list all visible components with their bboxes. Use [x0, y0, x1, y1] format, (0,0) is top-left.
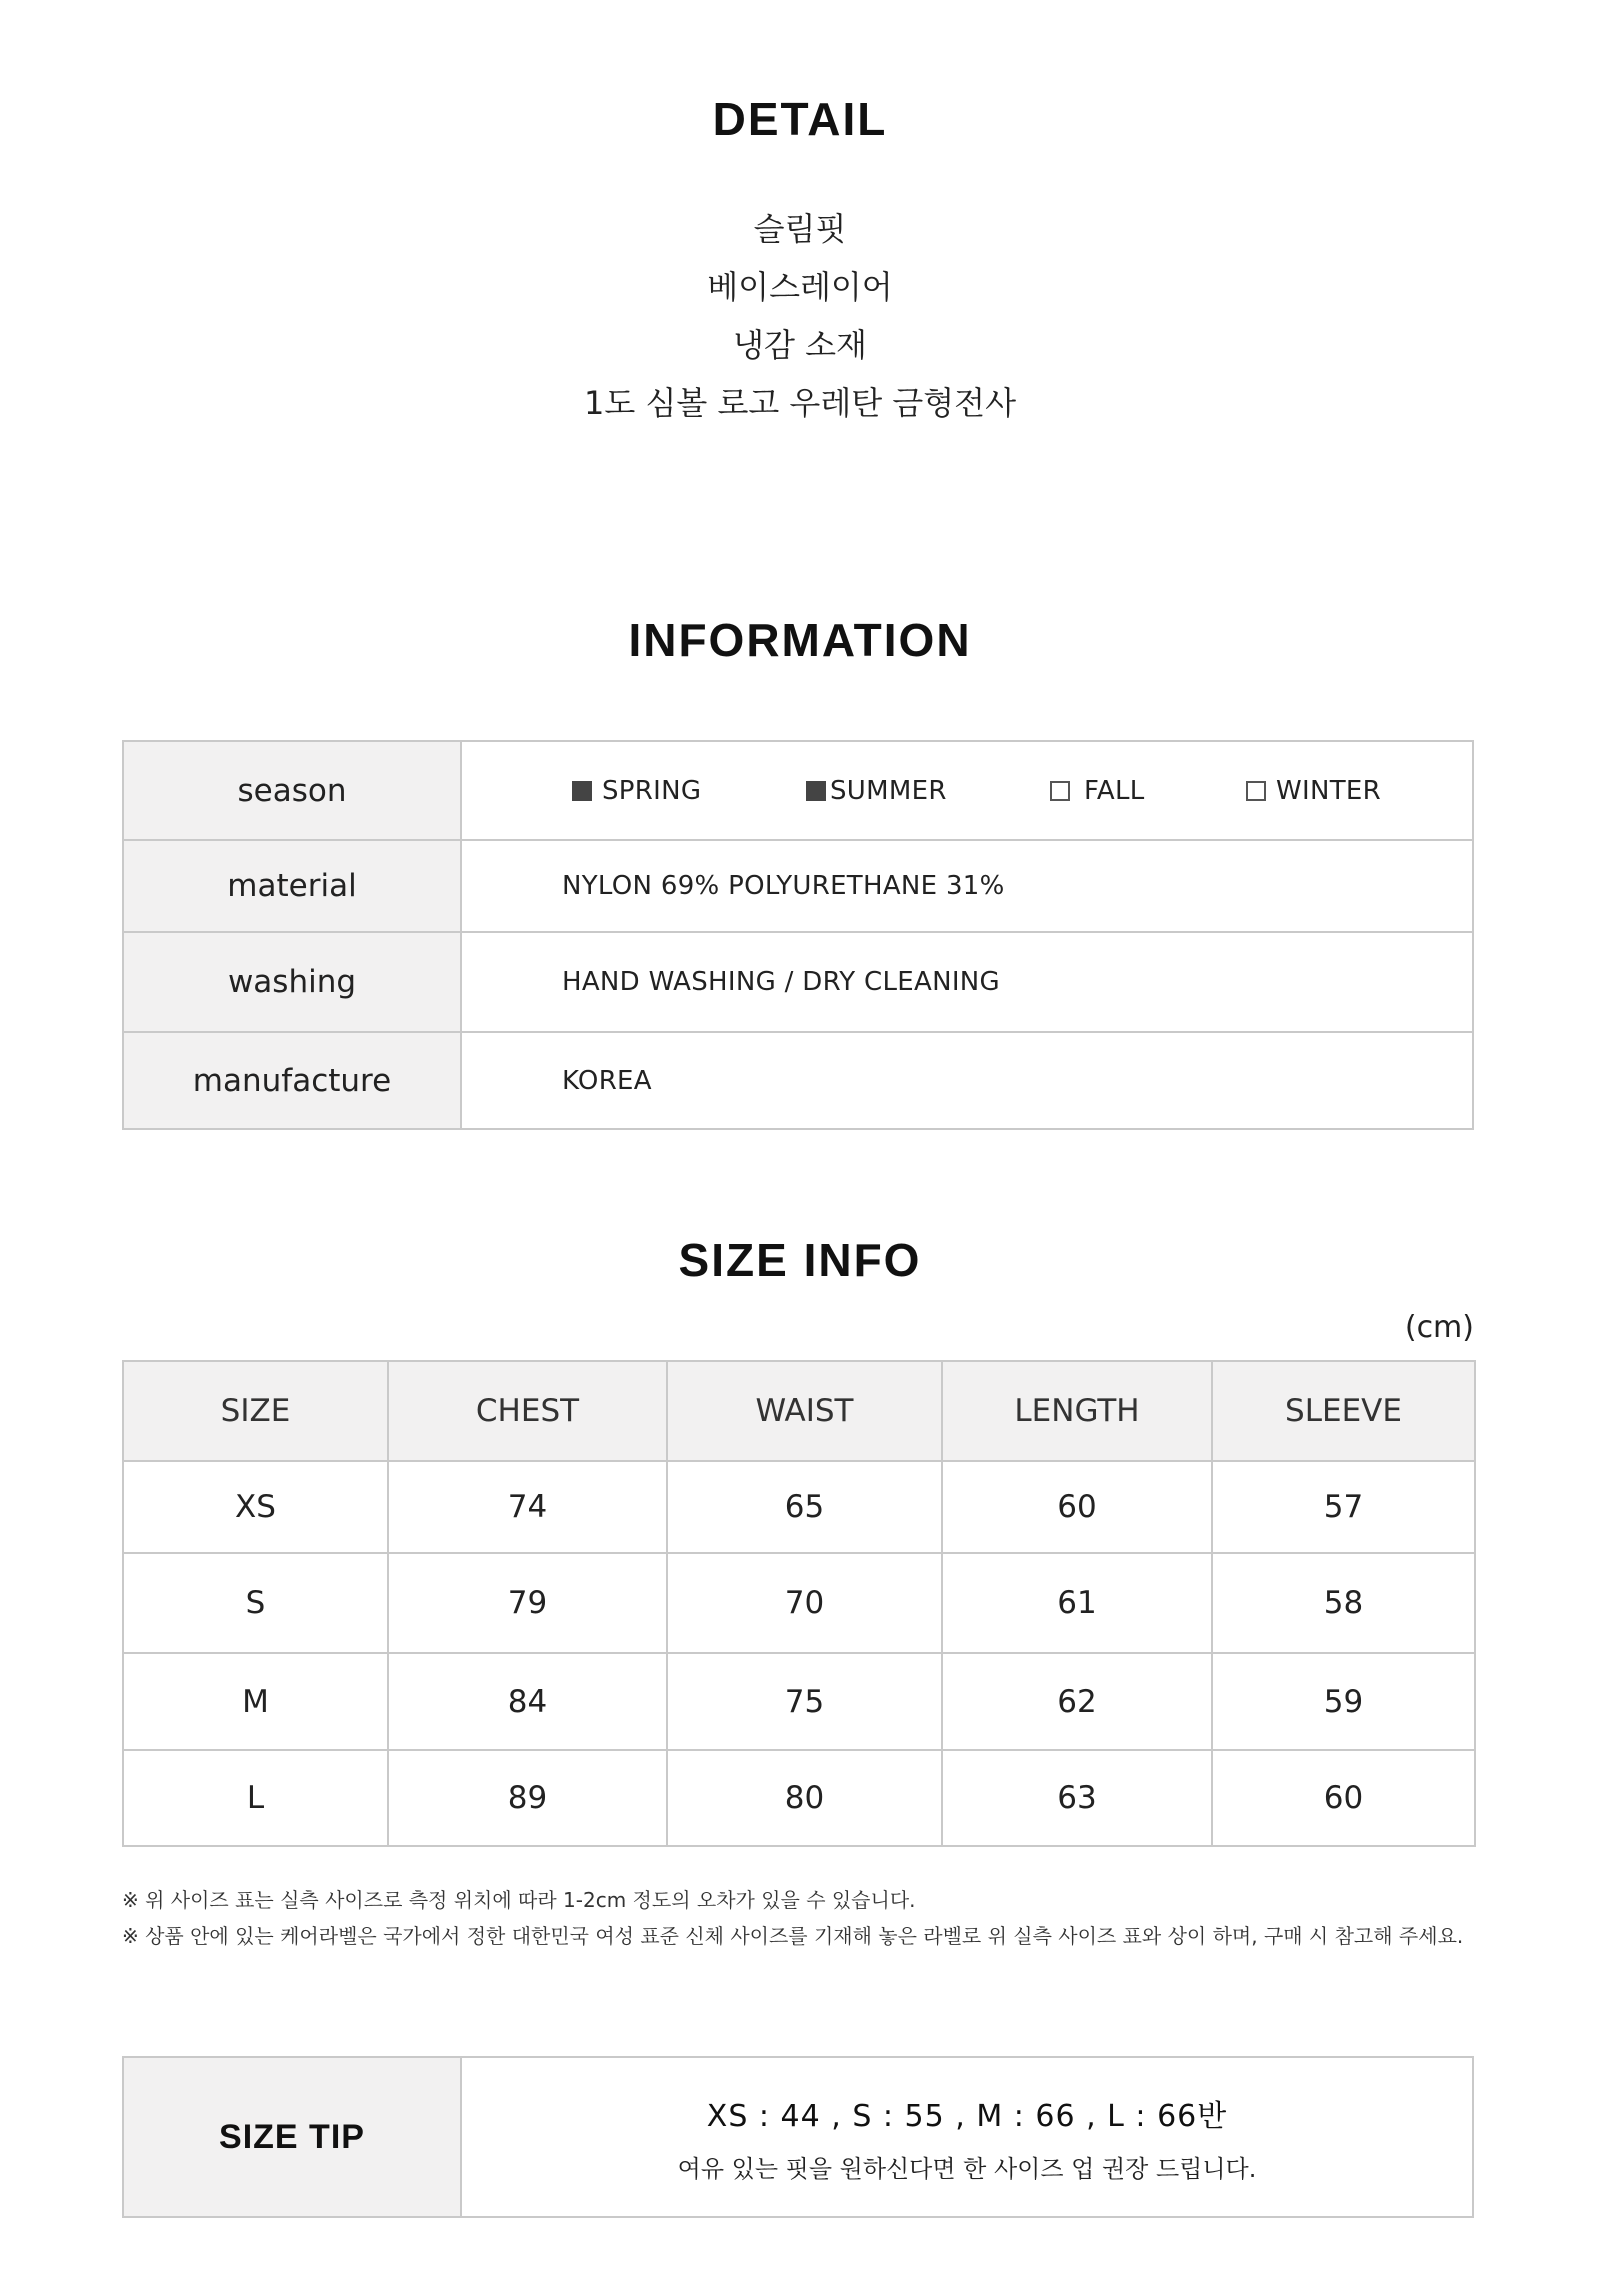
size-tip-content: [461, 2057, 1473, 2217]
info-row-washing: [123, 932, 1473, 1032]
size-header-row: [123, 1361, 1475, 1461]
waist-cell: 75: [667, 1653, 942, 1750]
season-option-spring: [572, 776, 806, 806]
size-header-cell: WAIST: [667, 1361, 942, 1461]
detail-line: 1도 심볼 로고 우레탄 금형전사: [584, 384, 1016, 422]
detail-title: DETAIL: [712, 93, 888, 145]
waist-cell: 80: [667, 1750, 942, 1846]
sleeve-cell: 57: [1212, 1461, 1475, 1553]
season-options: [461, 741, 1473, 840]
length-cell: 61: [942, 1553, 1212, 1653]
size-notes: [122, 1882, 1463, 1954]
size-cell: L: [123, 1750, 388, 1846]
info-row-season: [123, 741, 1473, 840]
season-option-fall: [1050, 776, 1246, 806]
size-note: ※ 상품 안에 있는 케어라벨은 국가에서 정한 대한민국 여성 표준 신체 사이즈를 기재해 놓은 라벨로 위 실측 사이즈 표와 상이 하며, 구매 시 참고해 주세요.: [122, 1924, 1464, 1948]
detail-line: 냉감 소재: [733, 326, 867, 364]
material-value: NYLON 69% POLYURETHANE 31%: [461, 840, 1473, 932]
checked-box-icon: [572, 781, 592, 801]
season-option-label: SPRING: [602, 775, 702, 806]
season-option-label: WINTER: [1276, 775, 1382, 806]
season-option-label: FALL: [1084, 775, 1145, 806]
table-row: [123, 1461, 1475, 1553]
chest-cell: 84: [388, 1653, 667, 1750]
size-header-cell: LENGTH: [942, 1361, 1212, 1461]
waist-cell: 65: [667, 1461, 942, 1553]
length-cell: 63: [942, 1750, 1212, 1846]
unchecked-box-icon: [1050, 781, 1070, 801]
detail-list: [0, 200, 1600, 432]
manufacture-value: KOREA: [461, 1032, 1473, 1129]
sleeve-cell: 59: [1212, 1653, 1475, 1750]
size-header-cell: CHEST: [388, 1361, 667, 1461]
season-option-label: SUMMER: [830, 775, 947, 806]
table-row: [123, 1653, 1475, 1750]
manufacture-label: manufacture: [123, 1032, 461, 1129]
size-note: ※ 위 사이즈 표는 실측 사이즈로 측정 위치에 따라 1-2cm 정도의 오차가 있을 수 있습니다.: [122, 1888, 916, 1912]
size-tip-advice: 여유 있는 핏을 원하신다면 한 사이즈 업 권장 드립니다.: [677, 2154, 1257, 2183]
table-row: [123, 1553, 1475, 1653]
size-header-cell: SLEEVE: [1212, 1361, 1475, 1461]
size-cell: S: [123, 1553, 388, 1653]
washing-label: washing: [123, 932, 461, 1032]
sleeve-cell: 60: [1212, 1750, 1475, 1846]
length-cell: 62: [942, 1653, 1212, 1750]
washing-value: HAND WASHING / DRY CLEANING: [461, 932, 1473, 1032]
size-info-title: SIZE INFO: [678, 1234, 922, 1286]
information-table: [122, 740, 1474, 1130]
chest-cell: 89: [388, 1750, 667, 1846]
size-cell: XS: [123, 1461, 388, 1553]
detail-line: 베이스레이어: [707, 268, 893, 306]
size-table: [122, 1360, 1476, 1847]
size-tip-mapping: XS : 44 , S : 55 , M : 66 , L : 66반: [706, 2098, 1228, 2134]
table-row: [123, 1750, 1475, 1846]
detail-line: 슬림핏: [753, 210, 847, 248]
info-row-material: [123, 840, 1473, 932]
information-title: INFORMATION: [628, 614, 972, 666]
unchecked-box-icon: [1246, 781, 1266, 801]
season-option-summer: [806, 776, 1050, 806]
unit-label: (cm): [1404, 1310, 1474, 1345]
season-option-winter: [1246, 776, 1381, 806]
size-tip-label: SIZE TIP: [123, 2057, 461, 2217]
length-cell: 60: [942, 1461, 1212, 1553]
size-tip-row: [123, 2057, 1473, 2217]
info-row-manufacture: [123, 1032, 1473, 1129]
checked-box-icon: [806, 781, 826, 801]
chest-cell: 74: [388, 1461, 667, 1553]
size-tip-table: [122, 2056, 1474, 2218]
waist-cell: 70: [667, 1553, 942, 1653]
chest-cell: 79: [388, 1553, 667, 1653]
season-label: season: [123, 741, 461, 840]
size-cell: M: [123, 1653, 388, 1750]
material-label: material: [123, 840, 461, 932]
size-header-cell: SIZE: [123, 1361, 388, 1461]
sleeve-cell: 58: [1212, 1553, 1475, 1653]
